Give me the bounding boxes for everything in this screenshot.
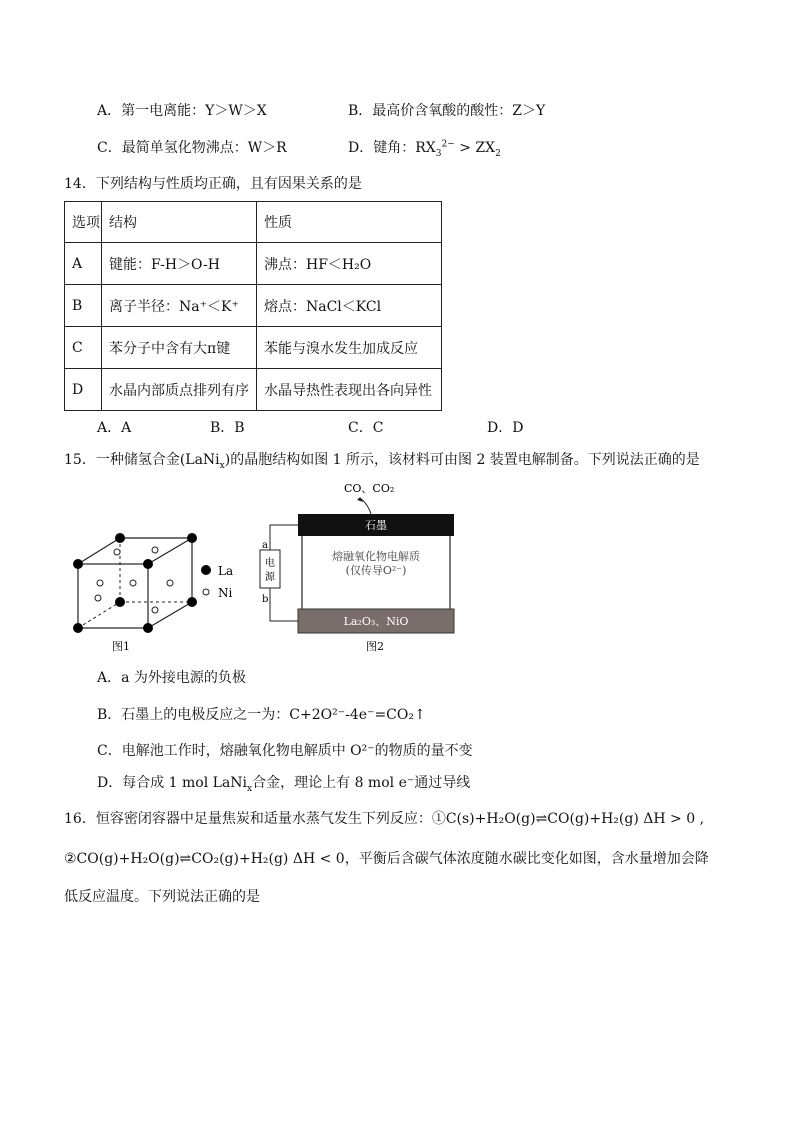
ni-atom xyxy=(130,580,136,586)
table-header-row xyxy=(65,202,442,243)
legend-la-label: La xyxy=(218,564,234,578)
q15-option-b-equation: C+2O²⁻-4e⁻=CO₂↑ xyxy=(289,707,426,723)
q15-option-b xyxy=(97,705,426,725)
row-structure: 键能：F-H＞O-H xyxy=(102,243,257,285)
figure-1-unit-cell xyxy=(60,530,260,655)
q15-option-d-rest: 合金，理论上有 8 mol e⁻通过导线 xyxy=(252,775,471,791)
la-atom xyxy=(187,597,197,607)
q15-option-d-prefix: D．每合成 1 mol LaNi xyxy=(97,775,248,791)
ni-atom xyxy=(152,607,158,613)
terminal-b: b xyxy=(262,594,269,605)
q13-option-b: B．最高价含氧酸的酸性：Z＞Y xyxy=(348,103,546,119)
row-option: B xyxy=(65,285,102,327)
ni-atom xyxy=(95,595,101,601)
power-label-1: 电 xyxy=(265,558,275,569)
q13-option-d-formula: RX xyxy=(415,140,436,156)
gas-label: CO、CO₂ xyxy=(344,482,395,495)
la-atom xyxy=(187,533,197,543)
figure-2-electrolysis xyxy=(256,478,466,656)
q15-stem-sub: x xyxy=(219,460,225,471)
q16-equation-2: ②CO(g)+H₂O(g)⇌CO₂(g)+H₂(g) ΔH < 0 xyxy=(64,851,345,867)
terminal-a: a xyxy=(262,540,268,551)
table-row xyxy=(65,285,442,327)
legend-ni-marker xyxy=(203,589,209,595)
q15-option-b-prefix: B．石墨上的电极反应之一为： xyxy=(97,707,290,723)
q13-option-d-sup: 2− xyxy=(441,139,455,150)
q13-option-d xyxy=(348,138,501,158)
la-atom xyxy=(143,559,153,569)
q14-answer-a: A．A xyxy=(97,420,132,436)
header-property: 性质 xyxy=(257,202,442,243)
la-atom xyxy=(115,533,125,543)
q16-line-3: 低反应温度。下列说法正确的是 xyxy=(64,889,260,905)
table-row xyxy=(65,369,442,411)
q13-option-a: A．第一电离能：Y＞W＞X xyxy=(97,103,267,119)
q16-stem: 16．恒容密闭容器中足量焦炭和适量水蒸气发生下列反应： xyxy=(64,811,432,827)
row-option: C xyxy=(65,327,102,369)
q14-answer-b: B．B xyxy=(210,420,245,436)
q16-line-2-text: ，平衡后含碳气体浓度随水碳比变化如图，含水量增加会降 xyxy=(344,851,709,867)
row-property: 水晶导热性表现出各向异性 xyxy=(257,369,442,411)
q15-option-c: C．电解池工作时，熔融氧化物电解质中 O²⁻的物质的量不变 xyxy=(97,743,473,759)
power-label-2: 源 xyxy=(265,572,275,583)
q15-stem-b: )的晶胞结构如图 1 所示，该材料可由图 2 装置电解制备。下列说法正确的是 xyxy=(224,452,700,468)
q16-line-2 xyxy=(64,849,709,869)
q13-option-d-sub: 3 xyxy=(435,148,442,159)
q13-option-c: C．最简单氢化物沸点：W＞R xyxy=(97,140,287,156)
header-structure: 结构 xyxy=(102,202,257,243)
la-atom xyxy=(115,597,125,607)
q14-table xyxy=(64,201,442,411)
ni-atom xyxy=(114,549,120,555)
q15-option-d-sub: x xyxy=(247,783,253,794)
q14-answer-d: D．D xyxy=(487,420,524,436)
electrolyte-note: (仅传导O²⁻) xyxy=(345,564,407,577)
figure-1-caption: 图1 xyxy=(112,640,130,653)
row-property: 苯能与溴水发生加成反应 xyxy=(257,327,442,369)
la-atom xyxy=(73,623,83,633)
table-row xyxy=(65,327,442,369)
row-structure: 离子半径：Na⁺＜K⁺ xyxy=(102,285,257,327)
oxide-label: La₂O₃、NiO xyxy=(343,615,409,628)
ni-atom xyxy=(97,580,103,586)
row-structure: 苯分子中含有大π键 xyxy=(102,327,257,369)
ni-atom xyxy=(167,580,173,586)
q15-option-d xyxy=(97,773,470,793)
electrolyte-label: 熔融氧化物电解质 xyxy=(332,550,420,563)
figure-2-caption: 图2 xyxy=(366,640,384,653)
row-option: D xyxy=(65,369,102,411)
row-structure: 水晶内部质点排列有序 xyxy=(102,369,257,411)
row-option: A xyxy=(65,243,102,285)
q13-option-d-prefix: D．键角： xyxy=(348,140,416,156)
table-row xyxy=(65,243,442,285)
q15-stem xyxy=(64,450,700,470)
q16-equation-1: ①C(s)+H₂O(g)⇌CO(g)+H₂(g) ΔH > 0 , xyxy=(431,811,705,827)
q13-option-d-sub2: 2 xyxy=(495,148,501,159)
q16-line-1 xyxy=(64,809,704,829)
row-property: 熔点：NaCl＜KCl xyxy=(257,285,442,327)
la-atom xyxy=(143,623,153,633)
q15-option-a: A．a 为外接电源的负极 xyxy=(97,670,246,686)
graphite-label: 石墨 xyxy=(365,519,387,532)
q15-stem-a: 15．一种储氢合金(LaNi xyxy=(64,452,220,468)
legend-ni-label: Ni xyxy=(218,586,233,600)
q13-option-d-mid: > ZX xyxy=(454,140,496,156)
legend-la-marker xyxy=(201,565,211,575)
ni-atom xyxy=(152,547,158,553)
q14-stem: 14．下列结构与性质均正确，且有因果关系的是 xyxy=(64,176,362,192)
header-option: 选项 xyxy=(65,202,102,243)
q14-answer-c: C．C xyxy=(348,420,384,436)
row-property: 沸点：HF＜H₂O xyxy=(257,243,442,285)
la-atom xyxy=(73,559,83,569)
